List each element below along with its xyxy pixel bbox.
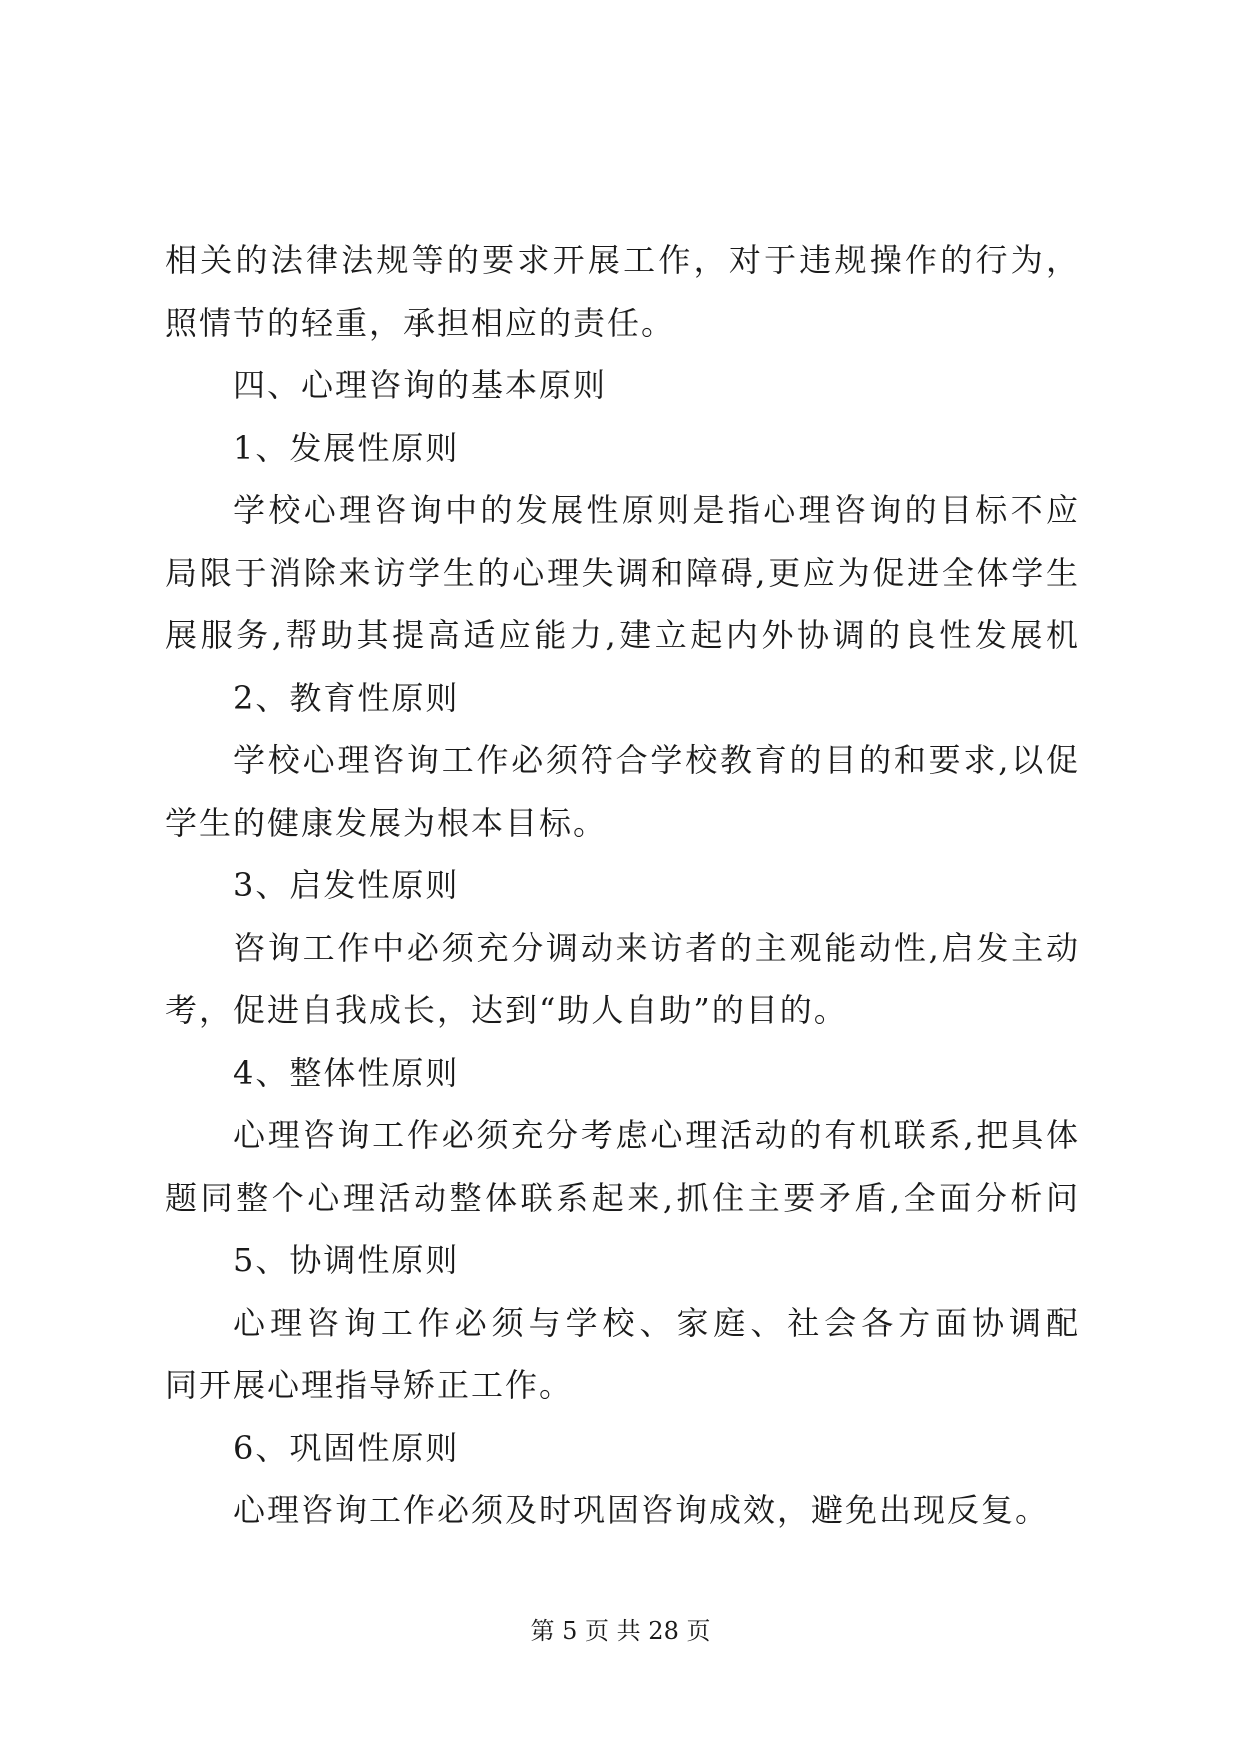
paragraph-line: 咨询工作中必须充分调动来访者的主观能动性,启发主动 — [233, 928, 1080, 967]
principle-heading: 4、整体性原则 — [233, 1053, 460, 1092]
paragraph-line: 照情节的轻重，承担相应的责任。 — [165, 303, 676, 342]
paragraph-line: 同开展心理指导矫正工作。 — [165, 1366, 574, 1404]
paragraph-line: 相关的法律法规等的要求开展工作，对于违规操作的行为， — [165, 241, 1080, 279]
section-heading: 四、心理咨询的基本原则 — [233, 366, 608, 404]
paragraph-line: 心理咨询工作必须充分考虑心理活动的有机联系,把具体 — [233, 1116, 1080, 1154]
paragraph-line: 题同整个心理活动整体联系起来,抓住主要矛盾,全面分析问 — [165, 1178, 1080, 1217]
principle-heading: 1、发展性原则 — [233, 428, 460, 467]
paragraph-line: 心理咨询工作必须与学校、家庭、社会各方面协调配 — [233, 1303, 1080, 1342]
paragraph-line: 心理咨询工作必须及时巩固咨询成效，避免出现反复。 — [233, 1491, 1050, 1529]
page-number-footer: 第 5 页 共 28 页 — [530, 1617, 711, 1645]
paragraph-line: 考，促进自我成长，达到“助人自助”的目的。 — [165, 991, 848, 1029]
principle-heading: 3、启发性原则 — [233, 866, 460, 904]
principle-heading: 6、巩固性原则 — [233, 1428, 460, 1467]
principle-heading: 5、协调性原则 — [233, 1241, 460, 1279]
page-body — [165, 229, 1080, 1542]
paragraph-line: 展服务,帮助其提高适应能力,建立起内外协调的良性发展机 — [165, 616, 1080, 654]
paragraph-line: 局限于消除来访学生的心理失调和障碍,更应为促进全体学生 — [165, 553, 1080, 592]
paragraph-line: 学校心理咨询中的发展性原则是指心理咨询的目标不应 — [233, 491, 1080, 529]
paragraph-line: 学生的健康发展为根本目标。 — [165, 803, 608, 842]
principle-heading: 2、教育性原则 — [233, 678, 460, 717]
paragraph-line: 学校心理咨询工作必须符合学校教育的目的和要求,以促 — [233, 741, 1080, 779]
